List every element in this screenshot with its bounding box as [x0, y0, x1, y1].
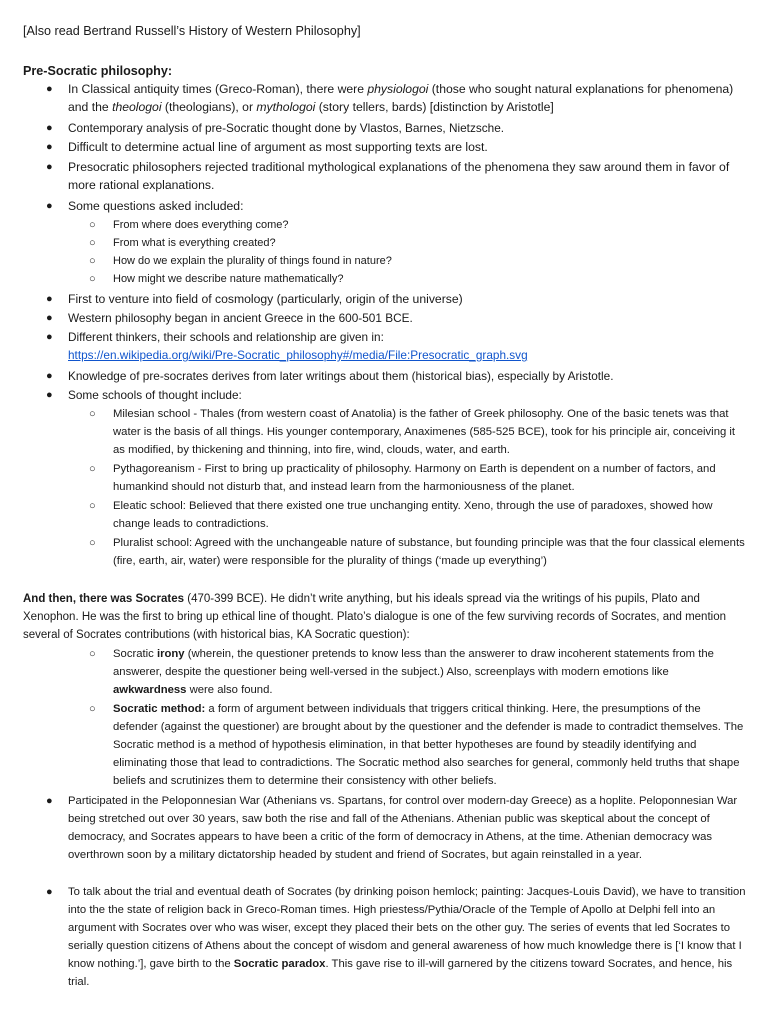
- text-segment: a form of argument between individuals that triggers critical thinking. Here, the presumptions of the defender (against the questioner) are brought about by the questioner and the defender is made to contradict themselves. The Socratic method is a method of hypothesis elimination, in that better hypotheses are found by steadily identifying and eliminating those that lead to contradictions. The Socratic method also searches for general, commonly held truths that shape beliefs and scrutinizes them to determine their consistency with other beliefs.: [113, 703, 744, 787]
- text-segment: (theologians), or: [161, 100, 257, 114]
- bullet-dot: ●: [46, 83, 53, 95]
- bullet-trial-death: [68, 883, 748, 991]
- school-pythagoreanism: Pythagoreanism - First to bring up practicality of philosophy. Harmony on Earth is dependent on a number of factors, and humankind should not disturb that, and instead learn from the harmoniousness of the planet.: [113, 463, 716, 493]
- bullet-dot: ●: [46, 141, 53, 153]
- school-pluralist: Pluralist school: Agreed with the unchangeable nature of substance, but founding principle was that the four classical elements (fire, earth, air, water) were responsible for the plurality of things (‘made up everything’): [113, 537, 745, 567]
- presocratic-heading: Pre-Socratic philosophy:: [23, 64, 173, 78]
- text-segment: Socratic: [113, 648, 157, 660]
- term-socratic-paradox: Socratic paradox: [233, 958, 326, 970]
- sub-bullet-circle: ○: [89, 237, 96, 249]
- bullet-thinkers-schools: [68, 328, 748, 364]
- question-item: From what is everything created?: [113, 237, 276, 249]
- term-irony: irony: [156, 648, 185, 660]
- bullet-dot: ●: [46, 331, 53, 343]
- socratic-method: [113, 700, 745, 790]
- bullet-dot: ●: [46, 795, 53, 807]
- bullet-dot: ●: [46, 122, 53, 134]
- term-theologoi: theologoi: [112, 100, 162, 114]
- bullet-dot: ●: [46, 886, 53, 898]
- text-segment: In Classical antiquity times (Greco-Roman), there were: [68, 82, 368, 96]
- bullet-schools-intro: Some schools of thought include:: [68, 388, 242, 402]
- sub-bullet-circle: ○: [89, 219, 96, 231]
- text-segment: (those who sought natural explanations for phenomena) and the: [68, 82, 734, 114]
- socratic-irony: [113, 645, 745, 699]
- bullet-physiologoi: [68, 80, 748, 116]
- text-segment: (wherein, the questioner pretends to know less than the answerer to draw incoherent statements from the answerer, despite the questioner being well-versed in the subject.) Also, screenplays with modern emotions like: [113, 648, 714, 678]
- sub-bullet-circle: ○: [89, 463, 96, 475]
- term-mythologoi: mythologoi: [256, 100, 316, 114]
- text-segment: . This gave rise to ill-will garnered by the citizens toward Socrates, and hence, his trial.: [68, 958, 733, 988]
- text-segment: (story tellers, bards) [distinction by Aristotle]: [315, 100, 554, 114]
- bullet-cosmology: First to venture into field of cosmology (particularly, origin of the universe): [68, 292, 463, 306]
- question-item: From where does everything come?: [113, 219, 289, 231]
- bullet-knowledge-presocrates: Knowledge of pre-socrates derives from later writings about them (historical bias), especially by Aristotle.: [68, 369, 614, 383]
- bullet-dot: ●: [46, 312, 53, 324]
- bullet-dot: ●: [46, 200, 53, 212]
- term-socratic-method: Socratic method:: [113, 703, 206, 715]
- sub-bullet-circle: ○: [89, 648, 96, 660]
- term-physiologoi: physiologoi: [367, 82, 429, 96]
- sub-bullet-circle: ○: [89, 537, 96, 549]
- term-awkwardness: awkwardness: [113, 684, 187, 696]
- reference-note: [Also read Bertrand Russell’s History of Western Philosophy]: [23, 24, 361, 38]
- sub-bullet-circle: ○: [89, 408, 96, 420]
- sub-bullet-circle: ○: [89, 703, 96, 715]
- text-segment: To talk about the trial and eventual death of Socrates (by drinking poison hemlock; painting: Jacques-Louis David), we have to transition into the the state of religion back in Greco-Roman times. High priestess/Pythia/Oracle of the Temple of Apollo at Delphi fell into an argument with Socrates over who was wiser, except they placed their bets on the other guy. The series of events that led Socrates to serially question citizens of Athens about the concept of wisdom and general awareness of how much knowledge there is [‘I know that I know nothing.’], gave birth to the: [68, 886, 746, 970]
- school-eleatic: Eleatic school: Believed that there existed one true unchanging entity. Xeno, through the use of paradoxes, showed how change leads to contradictions.: [113, 500, 713, 530]
- school-milesian: Milesian school - Thales (from western coast of Anatolia) is the father of Greek philosophy. One of the basic tenets was that water is the basis of all things. His younger contemporary, Anaximenes (585-525 BCE), took for his principle air, conceiving it as modified, by thickening and thinning, into fire, wind, clouds, water, and earth.: [113, 408, 736, 456]
- bullet-dot: ●: [46, 293, 53, 305]
- bullet-difficult-determine: Difficult to determine actual line of argument as most supporting texts are lost.: [68, 140, 488, 154]
- bullet-dot: ●: [46, 389, 53, 401]
- bullet-contemporary-analysis: Contemporary analysis of pre-Socratic thought done by Vlastos, Barnes, Nietzsche.: [68, 121, 505, 135]
- bullet-dot: ●: [46, 370, 53, 382]
- bullet-peloponnesian-war: Participated in the Peloponnesian War (Athenians vs. Spartans, for control over modern-day Greece) as a hoplite. Peloponnesian War being stretched out over 30 years, saw both the rise and fall of the Athenians. Athenian public was skeptical about the concept of democracy, and Socrates appears to have been a critic of the form of democracy in Athens, at the time. Athenian democracy was overthrown soon by a military dictatorship headed by student and friend of Socrates, but again reinstalled in a year.: [68, 795, 738, 861]
- sub-bullet-circle: ○: [89, 500, 96, 512]
- bullet-dot: ●: [46, 161, 53, 173]
- socrates-heading: And then, there was Socrates: [23, 593, 185, 605]
- text-segment: were also found.: [186, 684, 273, 696]
- bullet-western-philosophy: Western philosophy began in ancient Greece in the 600-501 BCE.: [68, 311, 413, 325]
- socrates-intro: [23, 590, 747, 644]
- text-segment: Different thinkers, their schools and relationship are given in:: [68, 330, 384, 344]
- sub-bullet-circle: ○: [89, 273, 96, 285]
- bullet-questions-intro: Some questions asked included:: [68, 199, 244, 213]
- presocratic-graph-link[interactable]: https://en.wikipedia.org/wiki/Pre-Socratic_philosophy#/media/File:Presocratic_graph.svg: [68, 348, 528, 362]
- text-segment: (470-399 BCE). He didn’t write anything, but his ideals spread via the writings of his pupils, Plato and Xenophon. He was the first to bring up ethical line of thought. Plato’s dialogue is one of the few surviving records of Socrates, and mention several of Socrates contributions (with historical bias, KA Socratic question):: [23, 593, 726, 641]
- sub-bullet-circle: ○: [89, 255, 96, 267]
- question-item: How do we explain the plurality of things found in nature?: [113, 255, 392, 267]
- question-item: How might we describe nature mathematically?: [113, 273, 344, 285]
- bullet-rejected-mythological: Presocratic philosophers rejected traditional mythological explanations of the phenomena they saw around them in favor of more rational explanations.: [68, 160, 730, 192]
